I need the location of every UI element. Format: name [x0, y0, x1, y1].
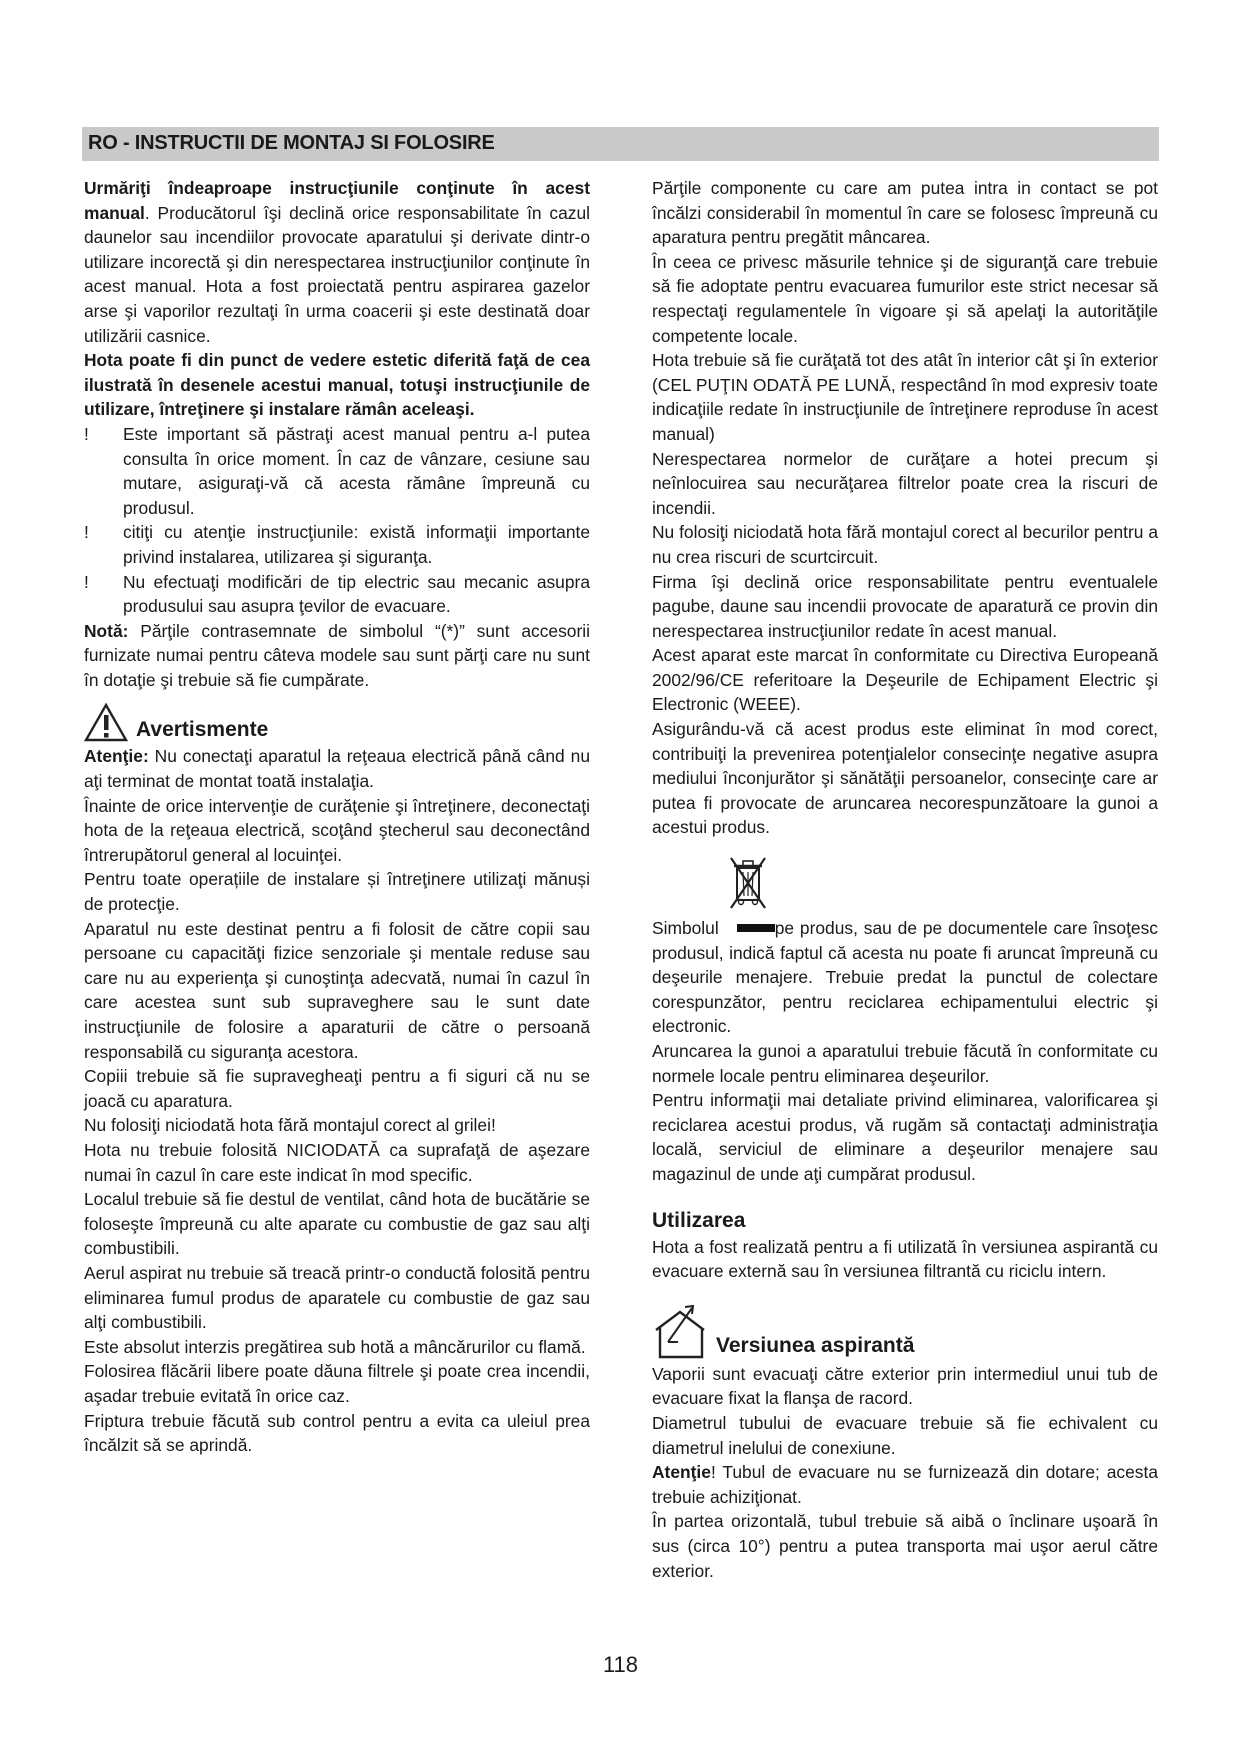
warning-paragraph: Aerul aspirat nu trebuie să treacă printr-o conductă folosită pentru eliminarea fumul produs de aparatele cu combustie de gaz sau alţi combustibili. [84, 1262, 590, 1333]
warning-paragraph: Nu folosiţi niciodată hota fără montajul corect al grilei! [84, 1115, 496, 1136]
weee-symbol [652, 854, 1158, 916]
section-title: RO - INSTRUCTII DE MONTAJ SI FOLOSIRE [88, 132, 495, 154]
warning-paragraph: Înainte de orice intervenţie de curăţenie şi întreţinere, deconectaţi hota de la reţeaua electrică, scoţând ştecherul sau deconectând întrerupătorul general al locuinţei. [84, 795, 590, 865]
info-paragraph: Aruncarea la gunoi a aparatului trebuie făcută în conformitate cu normele locale pentru eliminarea deşeurilor. [652, 1041, 1158, 1086]
info-paragraph: În ceea ce privesc măsurile tehnice şi de siguranţă care trebuie să fie adoptate pentru evacuarea fumurilor este strict necesar să respectaţi regulamentele în vigoare şi să apelaţi la autorităţile competente locale. [652, 251, 1158, 346]
info-paragraph: Părţile componente cu care am putea intra in contact se pot încălzi considerabil în momentul în care se folosesc împreună cu aparatura pentru pregătit mâncarea. [652, 178, 1158, 248]
exclamation-icon: ! [84, 571, 89, 592]
warnings-heading [84, 702, 590, 744]
section-header [82, 127, 1159, 161]
atentie-paragraph: Atenţie! Tubul de evacuare nu se furnizează din dotare; acesta trebuie achiziţionat. [652, 1462, 1158, 1507]
info-paragraph: Asigurându-vă că acest produs este eliminat în mod corect, contribuiţi la prevenirea potenţialelor consecinţe negative asupra mediului înconjurător şi sănătăţii persoanelor, consecinţe care ar putea fi provocate de aruncarea necorespunzătoare la gunoi a acestui produs. [652, 719, 1158, 838]
info-paragraph: Pentru informaţii mai detaliate privind eliminarea, valorificarea şi reciclarea acestui produs, vă rugăm să contactaţi administraţia locală, serviciul de eliminare a deşeurilor menajere sau magazinul de unde aţi cumpărat produsul. [652, 1090, 1158, 1184]
bullet-item: ! Este important să păstraţi acest manual pentru a-l putea consulta în orice moment. În caz de vânzare, cesiune sau mutare, asiguraţi-vă că acesta rămâne împreună cu produsul. [84, 423, 590, 518]
info-paragraph: Acest aparat este marcat în conformitate cu Directiva Europeană 2002/96/CE referitoare la Deşeurile de Echipament Electric şi Electronic (WEEE). [652, 645, 1158, 715]
left-column [84, 176, 590, 1458]
warning-triangle-icon [84, 702, 128, 742]
page-number: 118 [602, 1652, 639, 1677]
design-note: Hota poate fi din punct de vedere estetic diferită faţă de cea ilustrată în desenele acestui manual, totuşi instrucţiunile de utilizare, întreţinere şi instalare rămân aceleaşi. [84, 350, 590, 420]
ducting-paragraph: În partea orizontală, tubul trebuie să aibă o înclinare uşoară în sus (circa 10°) pentru a putea transporta mai uşor aerul către exterior. [652, 1511, 1158, 1581]
nota-paragraph: Notă: Părţile contrasemnate de simbolul “(*)” sunt accesorii furnizate numai pentru câteva modele sau sunt părţi care nu sunt în dotaţie şi trebuie să fie cumpărate. [84, 620, 590, 690]
ducting-paragraph: Vaporii sunt evacuaţi către exterior prin intermediul unui tub de evacuare fixat la flanşa de racord. [652, 1363, 1158, 1409]
exclamation-icon: ! [84, 423, 89, 444]
house-vent-icon [652, 1302, 712, 1360]
intro-paragraph: Urmăriţi îndeaproape instrucţiunile conţinute în acest manual. Producătorul îşi declină orice responsabilitate în cazul daunelor sau incendiilor provocate aparatului şi derivate dintr-o utilizare incorectă şi din nerespectarea instrucţiunilor conţinute în acest manual. Hota a fost proiectată pentru aspirarea gazelor arse şi vaporilor rezultaţi în urma coacerii şi este destinată doar utilizării casnice. [84, 178, 590, 346]
bullet-item: ! Nu efectuaţi modificări de tip electric sau mecanic asupra produsului sau asupra ţevilor de evacuare. [84, 571, 590, 617]
atentie-paragraph: Atenţie: Nu conectaţi aparatul la reţeaua electrică până când nu aţi terminat de montat toată instalaţia. [84, 746, 590, 792]
bullet-item: ! citiţi cu atenţie instrucţiunile: există informaţii importante privind instalarea, utilizarea şi siguranţa. [84, 522, 590, 567]
warning-paragraph: Localul trebuie să fie destul de ventilat, când hota de bucătărie se foloseşte împreună cu alte aparate cu combustie de gaz sau alţi combustibili. [84, 1189, 590, 1259]
warning-paragraph: Friptura trebuie făcută sub control pentru a evita ca uleiul prea încălzit să se aprindă. [84, 1410, 590, 1456]
ducting-paragraph: Diametrul tubului de evacuare trebuie să fie echivalent cu diametrul inelului de conexiune. [652, 1412, 1158, 1458]
usage-title: Utilizarea [652, 1208, 746, 1232]
usage-paragraph: Hota a fost realizată pentru a fi utilizată în versiunea aspirantă cu evacuare externă sau în versiunea filtrantă cu riciclu intern. [652, 1236, 1158, 1282]
info-paragraph: Nu folosiţi niciodată hota fără montajul corect al becurilor pentru a nu crea riscuri de scurtcircuit. [652, 522, 1158, 567]
info-paragraph: Hota trebuie să fie curăţată tot des atât în interior cât şi în exterior (CEL PUŢIN ODATĂ PE LUNĂ, respectând în mod expresiv toate indicaţiile redate în instrucţiunile de întreţinere reproduse în acest manual) [652, 350, 1158, 444]
ducting-heading [652, 1302, 1158, 1362]
warning-paragraph: Copiii trebuie să fie supravegheaţi pentru a fi siguri că nu se joacă cu aparatura. [84, 1066, 590, 1111]
crossed-bin-icon [728, 854, 768, 912]
warning-paragraph: Hota nu trebuie folosită NICIODATĂ ca suprafaţă de aşezare numai în cazul în care este indicat în mod specific. [84, 1139, 590, 1185]
ducting-title: Versiunea aspirantă [716, 1333, 915, 1357]
weee-bar-icon [737, 924, 775, 932]
warning-paragraph: Folosirea flăcării libere poate dăuna filtrele şi poate crea incendii, aşadar trebuie evitată în orice caz. [84, 1361, 590, 1406]
warning-paragraph: Pentru toate operațiile de instalare și întreţinere utilizaţi mănuși de protecţie. [84, 869, 590, 915]
info-paragraph: Nerespectarea normelor de curăţare a hotei precum şi neînlocuirea sau necurăţarea filtrelor poate crea la riscuri de incendii. [652, 448, 1158, 518]
info-paragraph: Firma îşi declină orice responsabilitate pentru eventualele pagube, daune sau incendii provocate de aparatură ce provin din nerespectarea instrucţiunilor redate în acest manual. [652, 571, 1158, 641]
right-column [652, 176, 1158, 1583]
warning-paragraph: Aparatul nu este destinat pentru a fi folosit de către copii sau persoane cu capacităţi fizice senzoriale şi mentale reduse sau care nu au experienţa şi cunoştinţa adecvată, numai în cazul în care acestea sunt sub supraveghere sau le sunt date instrucţiunile de folosire a aparaturii de către o persoană responsabilă cu siguranţa acestora. [84, 918, 590, 1062]
simbol-paragraph: Simbolul pe produs, sau de pe documentele care însoţesc produsul, indică faptul că acesta nu poate fi aruncat împreună cu deşeurile menajere. Trebuie predat la punctul de colectare corespunzător, pentru reciclarea echipamentului electric şi electronic. [652, 918, 1158, 1037]
warning-paragraph: Este absolut interzis pregătirea sub hotă a mâncărurilor cu flamă. [84, 1336, 586, 1357]
warnings-title: Avertismente [136, 718, 269, 742]
exclamation-icon: ! [84, 522, 89, 543]
